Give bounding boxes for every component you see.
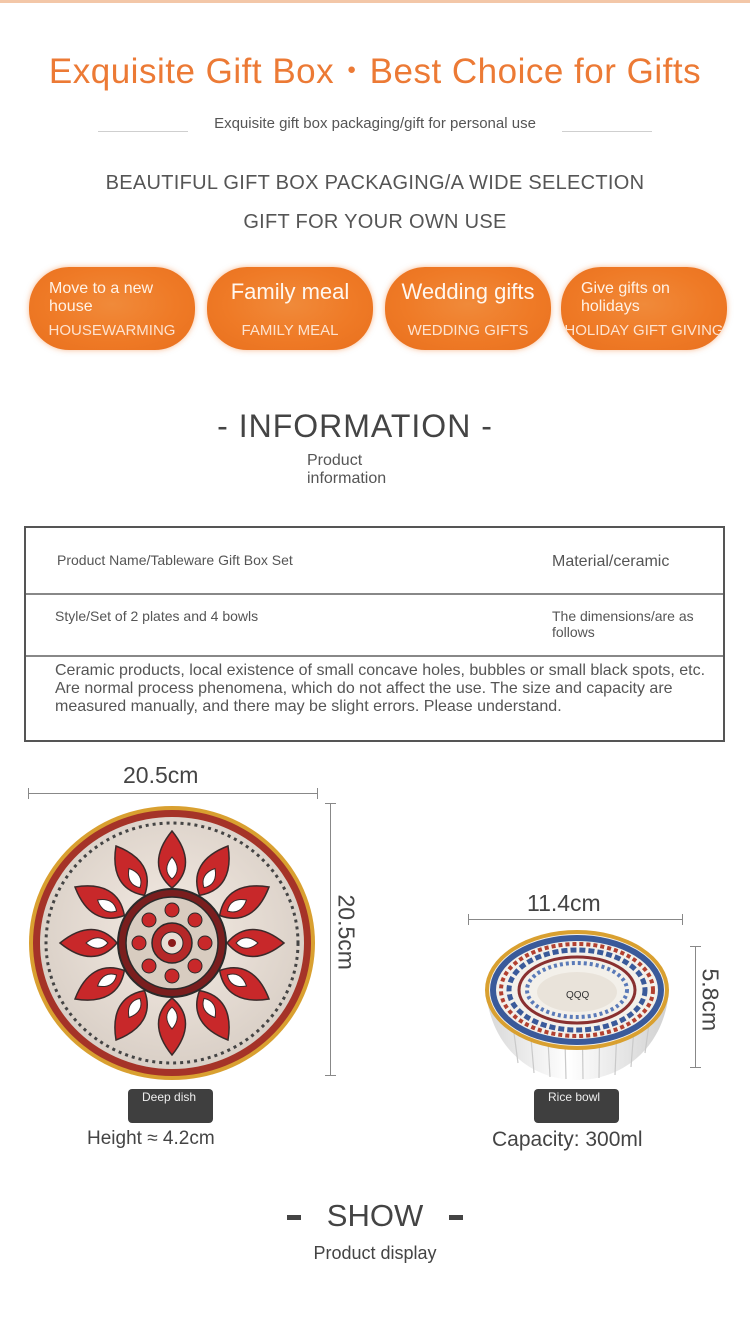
deep-dish-image	[27, 803, 317, 1083]
product-name-cell: Product Name/Tableware Gift Box Set	[57, 552, 293, 568]
dish-width-label: 20.5cm	[123, 762, 199, 788]
caps-line-2: GIFT FOR YOUR OWN USE	[243, 211, 507, 233]
occasion-label: Give gifts on holidays	[581, 280, 670, 315]
show-heading	[0, 1198, 750, 1234]
note-cell: Ceramic products, local existence of small concave holes, bubbles or small black spots, etc. Are normal process phenomena, which do not affect the use. The size and capacity are measured manually, and there may be slight errors. Please understand.	[55, 662, 706, 715]
page-title: Exquisite Gift Box・Best Choice for Gifts	[48, 52, 702, 91]
information-heading: - INFORMATION -	[217, 408, 493, 444]
rice-bowl-image	[480, 928, 675, 1084]
table-divider	[26, 655, 723, 657]
table-divider	[26, 593, 723, 595]
dish-height-rule	[330, 803, 331, 1076]
dish-height-label: 20.5cm	[333, 894, 360, 970]
information-table	[24, 526, 725, 742]
show-heading-text: SHOW	[326, 1198, 424, 1233]
dimensions-cell: The dimensions/are as follows	[552, 608, 694, 640]
rice-bowl-tag: Rice bowl	[534, 1089, 619, 1123]
subtitle-right-line	[562, 131, 652, 132]
page-subtitle: Exquisite gift box packaging/gift for personal use	[214, 115, 536, 132]
information-subheading: Product information	[307, 452, 387, 487]
bowl-height-label: 5.8cm	[697, 968, 724, 1032]
subtitle-row	[0, 115, 750, 137]
occasion-label: Wedding gifts	[401, 279, 535, 304]
dash-right	[449, 1215, 463, 1220]
bowl-capacity-caption: Capacity: 300ml	[492, 1128, 643, 1151]
occasion-family-meal	[207, 267, 373, 350]
occasion-caps: HOUSEWARMING	[48, 322, 176, 339]
dish-width-rule	[28, 793, 318, 794]
deep-dish-tag: Deep dish	[128, 1089, 213, 1123]
top-divider	[0, 0, 750, 3]
dash-left	[287, 1215, 301, 1220]
occasion-caps: HOLIDAY GIFT GIVING	[564, 322, 724, 339]
bowl-width-label: 11.4cm	[527, 890, 601, 916]
occasion-caps: FAMILY MEAL	[241, 322, 339, 339]
occasion-wedding-gifts	[385, 267, 551, 350]
occasion-label: Family meal	[230, 279, 350, 304]
occasion-label: Move to a new house	[49, 280, 154, 315]
caps-line-1: BEAUTIFUL GIFT BOX PACKAGING/A WIDE SELECTION	[105, 172, 645, 194]
occasion-housewarming	[29, 267, 195, 350]
style-cell: Style/Set of 2 plates and 4 bowls	[55, 608, 259, 624]
bowl-width-rule	[468, 919, 683, 920]
dish-height-caption: Height ≈ 4.2cm	[87, 1128, 215, 1149]
material-cell: Material/ceramic	[552, 553, 670, 570]
bowl-mark: QQQ	[566, 990, 590, 1001]
occasion-holiday-gifts	[561, 267, 727, 350]
show-subheading: Product display	[313, 1243, 437, 1263]
occasion-caps: WEDDING GIFTS	[407, 322, 529, 339]
